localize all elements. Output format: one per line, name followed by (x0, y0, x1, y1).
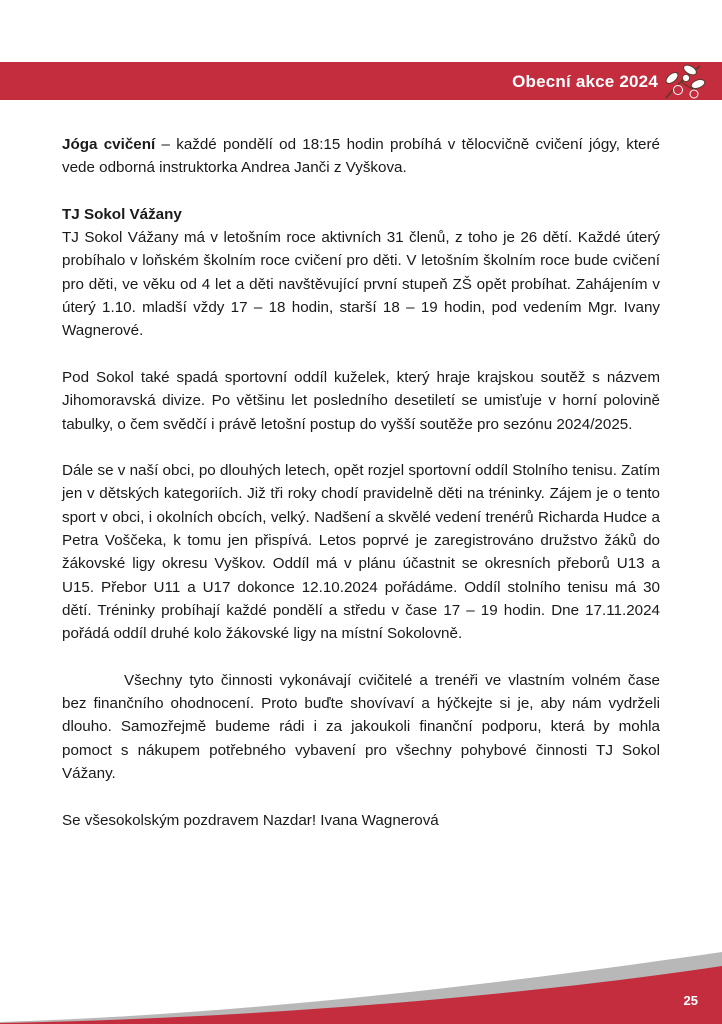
yoga-paragraph (62, 133, 660, 180)
signoff: Se všesokolským pozdravem Nazdar! Ivana Wagnerová (62, 811, 439, 829)
section-heading: TJ Sokol Vážany (62, 205, 182, 223)
blossom-branch-icon (660, 58, 708, 104)
sokol-paragraph-volunteers: Všechny tyto činnosti vykonávají cvičitelé a trenéři ve vlastním volném čase bez finančního ohodnocení. Proto buďte shovívaví a hýčkejte si je, aby nám vydrželi dlouho. Samozřejmě budeme rádi i za jakoukoli finanční podporu, která by mohla pomoct s nákupem potřebného vybavení pro všechny pohybové činnosti TJ Sokol Vážany. (62, 671, 660, 783)
sokol-paragraph-members: TJ Sokol Vážany má v letošním roce aktivních 31 členů, z toho je 26 dětí. Každé úterý probíhalo v loňském školním roce cvičení pro děti. V letošním školním roce bude cvičení pro děti, ve věku od 4 let a děti navštěvující první stupeň ZŠ opět probíhat. Zahájením v úterý 1.10. mladší vždy 17 – 18 hodin, starší 18 – 19 hodin, pod vedením Mgr. Ivany Wagnerové. (62, 229, 660, 340)
sokol-paragraph-table-tennis: Dále se v naší obci, po dlouhých letech, opět rozjel sportovní oddíl Stolního tenisu. Zatím jen v dětských kategoriích. Již tři roky chodí pravidelně děti na tréninky. Zájem je o tento sport v obci, i okolních obcích, velký. Nadšení a skvělé vedení trenérů Richarda Hudce a Petra Voščeka, k tomu jen přispívá. Letos poprvé je zaregistrováno družstvo žáků do žákovské ligy okresu Vyškov. Oddíl má v plánu účastnit se okresních přeborů U13 a U15. Přebor U11 a U17 dokonce 12.10.2024 pořádáme. Oddíl stolního tenisu má 30 dětí. Tréninky probíhají každé pondělí a středu v čase 17 – 19 hodin. Dne 17.11.2024 pořádá oddíl druhé kolo žákovské ligy na místní Sokolovně. (62, 462, 660, 643)
article-body (62, 133, 660, 855)
sokol-section (62, 203, 660, 832)
sokol-paragraph-bowling: Pod Sokol také spadá sportovní oddíl kuželek, který hraje krajskou soutěž s názvem Jihomoravská divize. Po většinu let posledního desetiletí se umisťuje v horní polovině tabulky, o čem svědčí i právě letošní postup do vyšší soutěže pro sezónu 2024/2025. (62, 368, 660, 433)
page-title: Obecní akce 2024 (512, 72, 658, 91)
page-number: 25 (683, 993, 698, 1008)
footer-swoosh (0, 944, 722, 1024)
yoga-label: Jóga cvičení (62, 136, 156, 153)
yoga-text: – každé pondělí od 18:15 hodin probíhá v tělocvičně cvičení jógy, které vede odborná instruktorka Andrea Janči z Vyškova. (62, 136, 661, 177)
